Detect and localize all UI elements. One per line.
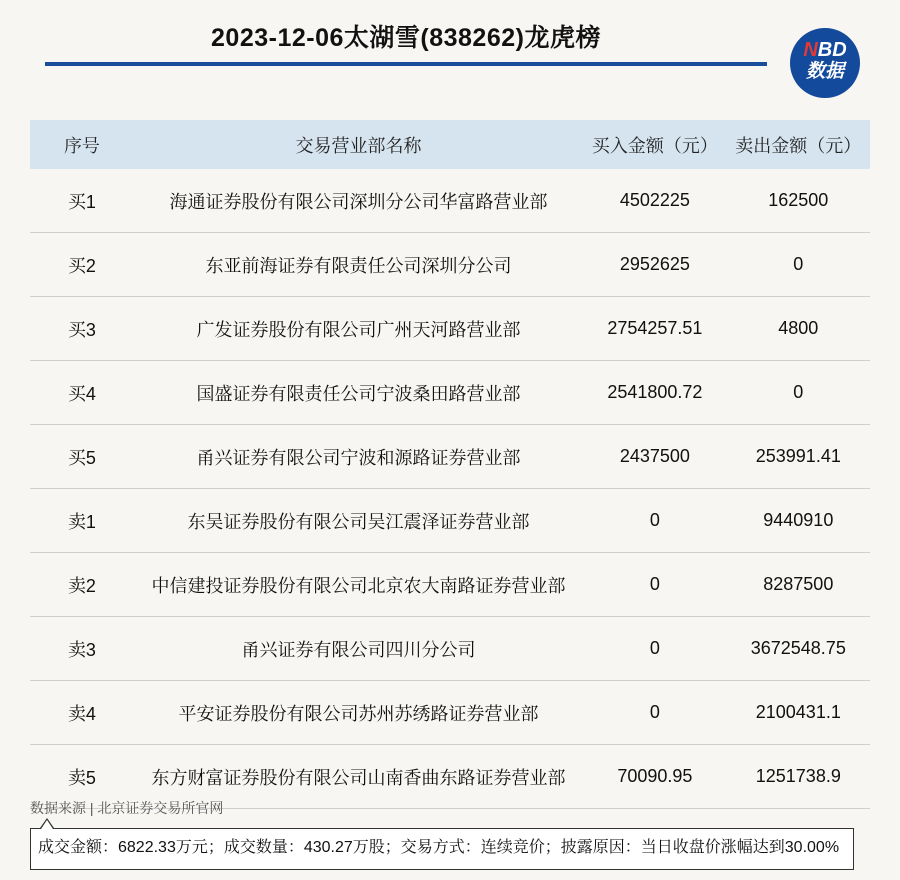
- row-buy-amount: 0: [583, 681, 726, 745]
- row-seq: 买3: [30, 297, 134, 361]
- row-seq: 买2: [30, 233, 134, 297]
- logo-text-rest: BD: [817, 39, 847, 61]
- logo-text-accent: N: [803, 39, 818, 61]
- table-row: [30, 425, 870, 489]
- row-sell-amount: 0: [727, 233, 870, 297]
- page-title: 2023-12-06太湖雪(838262)龙虎榜: [211, 24, 601, 52]
- row-seq: 买4: [30, 361, 134, 425]
- row-sell-amount: 162500: [727, 169, 870, 233]
- column-header-sell: 卖出金额（元）: [727, 120, 870, 169]
- row-broker-name: 东亚前海证券有限责任公司深圳分公司: [134, 233, 583, 297]
- row-buy-amount: 2754257.51: [583, 297, 726, 361]
- row-sell-amount: 2100431.1: [727, 681, 870, 745]
- row-sell-amount: 3672548.75: [727, 617, 870, 681]
- row-broker-name: 海通证券股份有限公司深圳分公司华富路营业部: [134, 169, 583, 233]
- nbd-logo: [790, 28, 860, 98]
- row-broker-name: 国盛证券有限责任公司宁波桑田路营业部: [134, 361, 583, 425]
- row-broker-name: 东吴证券股份有限公司吴江震泽证券营业部: [134, 489, 583, 553]
- column-header-buy: 买入金额（元）: [583, 120, 726, 169]
- row-buy-amount: 2437500: [583, 425, 726, 489]
- row-broker-name: 甬兴证券有限公司四川分公司: [134, 617, 583, 681]
- row-buy-amount: 2952625: [583, 233, 726, 297]
- row-seq: 卖5: [30, 745, 134, 809]
- row-buy-amount: 4502225: [583, 169, 726, 233]
- table-row: [30, 553, 870, 617]
- row-sell-amount: 1251738.9: [727, 745, 870, 809]
- table-header-row: [30, 120, 870, 169]
- table-row: [30, 297, 870, 361]
- row-buy-amount: 70090.95: [583, 745, 726, 809]
- row-buy-amount: 0: [583, 617, 726, 681]
- row-sell-amount: 9440910: [727, 489, 870, 553]
- row-sell-amount: 8287500: [727, 553, 870, 617]
- table-row: [30, 681, 870, 745]
- trade-summary-note: 成交金额：6822.33万元；成交数量：430.27万股；交易方式：连续竞价；披露原因：当日收盘价涨幅达到30.00%: [30, 828, 854, 870]
- row-seq: 卖1: [30, 489, 134, 553]
- logo-text-top: [790, 39, 860, 61]
- column-header-seq: 序号: [30, 120, 134, 169]
- column-header-name: 交易营业部名称: [134, 120, 583, 169]
- title-underline: [45, 62, 767, 66]
- row-broker-name: 平安证券股份有限公司苏州苏绣路证券营业部: [134, 681, 583, 745]
- row-seq: 卖4: [30, 681, 134, 745]
- row-broker-name: 中信建投证券股份有限公司北京农大南路证券营业部: [134, 553, 583, 617]
- row-broker-name: 东方财富证券股份有限公司山南香曲东路证券营业部: [134, 745, 583, 809]
- logo-text-bottom: 数据: [805, 61, 844, 82]
- table-row: [30, 169, 870, 233]
- row-seq: 买5: [30, 425, 134, 489]
- row-buy-amount: 2541800.72: [583, 361, 726, 425]
- note-caret-inner: [41, 820, 53, 829]
- row-sell-amount: 253991.41: [727, 425, 870, 489]
- row-broker-name: 甬兴证券有限公司宁波和源路证券营业部: [134, 425, 583, 489]
- table-row: [30, 233, 870, 297]
- data-source: 数据来源 | 北京证券交易所官网: [30, 800, 224, 816]
- table-row: [30, 361, 870, 425]
- row-buy-amount: 0: [583, 553, 726, 617]
- row-broker-name: 广发证券股份有限公司广州天河路营业部: [134, 297, 583, 361]
- table-row: [30, 489, 870, 553]
- row-seq: 卖2: [30, 553, 134, 617]
- row-buy-amount: 0: [583, 489, 726, 553]
- row-sell-amount: 4800: [727, 297, 870, 361]
- row-seq: 卖3: [30, 617, 134, 681]
- row-sell-amount: 0: [727, 361, 870, 425]
- table-row: [30, 617, 870, 681]
- dragon-tiger-table: [30, 120, 870, 809]
- row-seq: 买1: [30, 169, 134, 233]
